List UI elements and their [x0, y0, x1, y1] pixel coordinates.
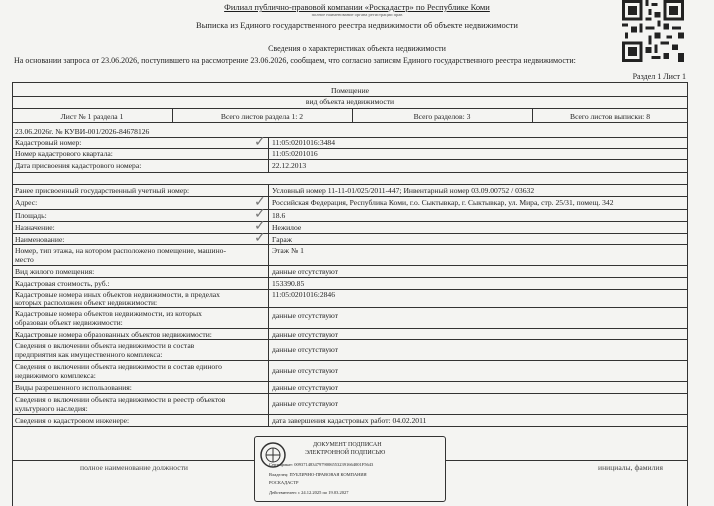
value-residential-type: данные отсутствуют [272, 267, 339, 276]
divider [12, 328, 688, 329]
value-floor: Этаж № 1 [272, 246, 304, 255]
value-cadastral-number: 11:05:0201016:3484 [272, 138, 336, 147]
label-cadastral-engineer: Сведения о кадастровом инженере: [15, 416, 130, 425]
divider [12, 414, 688, 415]
divider [12, 196, 688, 197]
stamp-line-2: ЭЛЕКТРОННОЙ ПОДПИСЬЮ [305, 450, 386, 456]
label-name: Наименование: [15, 235, 65, 244]
label-cadastral-number: Кадастровый номер: [15, 138, 82, 147]
value-source-objects: данные отсутствуют [272, 311, 339, 320]
value-name: Гараж [272, 235, 292, 244]
divider [12, 233, 688, 234]
document-title: Выписка из Единого государственного реестра недвижимости об объекте недвижимости [196, 20, 518, 30]
value-enterprise-complex: данные отсутствуют [272, 345, 339, 354]
organization-name: Филиал публично-правовой компании «Роскадастр» по Республике Коми [224, 2, 490, 12]
divider [12, 148, 688, 149]
value-parent-objects: 11:05:0201016:2846 [272, 290, 336, 299]
organization-caption: полное наименование органа регистрации прав [311, 12, 403, 17]
value-cadastral-quarter: 11:05:0201016 [272, 149, 318, 158]
divider [12, 108, 688, 109]
divider [12, 172, 688, 173]
label-parent-objects: Кадастровые номера иных объектов недвижимости, в пределах [15, 290, 220, 299]
sheet-number: Лист № 1 раздела 1 [60, 112, 124, 121]
footer-name-caption: инициалы, фамилия [598, 463, 663, 472]
value-purpose: Нежилое [272, 223, 302, 232]
label-residential-type: Вид жилого помещения: [15, 267, 95, 276]
value-cadastral-value: 153390.85 [272, 279, 305, 288]
divider [12, 381, 688, 382]
label-previous-number: Ранее присвоенный государственный учетный номер: [15, 186, 190, 195]
section-title: Сведения о характеристиках объекта недвижимости [268, 44, 446, 53]
divider [12, 122, 688, 123]
divider [12, 159, 688, 160]
divider [12, 360, 688, 361]
total-sheets: Всего листов выписки: 8 [570, 112, 650, 121]
label-floor-2: место [15, 255, 34, 264]
object-type: Помещение [330, 86, 370, 95]
total-sections: Всего разделов: 3 [413, 112, 471, 121]
divider [12, 244, 688, 245]
label-permitted-use: Виды разрешенного использования: [15, 383, 132, 392]
divider [12, 184, 688, 185]
label-formed-objects: Кадастровые номера образованных объектов недвижимости: [15, 330, 212, 339]
intro-text: На основании запроса от 23.06.2026, поступившего на рассмотрение 23.06.2026, сообщаем, что согласно записям Единого государственного реестра недвижимости: [14, 56, 576, 65]
value-unified-complex: данные отсутствуют [272, 366, 339, 375]
divider [12, 393, 688, 394]
label-assignment-date: Дата присвоения кадастрового номера: [15, 161, 142, 170]
label-source-objects-2: образован объект недвижимости: [15, 318, 123, 327]
stamp-owner-2: РОСКАДАСТР [269, 480, 299, 485]
label-floor: Номер, тип этажа, на котором расположено помещение, машино- [15, 246, 227, 255]
value-address: Российская Федерация, Республика Коми, г.о. Сыктывкар, г. Сыктывкар, ул. Мира, стр. 25/31, помещ. 342 [272, 198, 614, 207]
value-formed-objects: данные отсутствуют [272, 330, 339, 339]
divider [12, 277, 688, 278]
label-cadastral-quarter: Номер кадастрового квартала: [15, 149, 113, 158]
label-enterprise-complex: Сведения о включении объекта недвижимости в состав [15, 341, 195, 350]
value-permitted-use: данные отсутствуют [272, 383, 339, 392]
check-mark-icon: ✓ [254, 219, 266, 234]
divider [532, 108, 533, 122]
value-cadastral-engineer: дата завершения кадастровых работ: 04.02.2011 [272, 416, 427, 425]
divider [12, 339, 688, 340]
divider [12, 137, 688, 138]
divider [12, 265, 688, 266]
divider [12, 307, 688, 308]
label-address: Адрес: [15, 198, 38, 207]
check-mark-icon: ✓ [254, 135, 266, 150]
stamp-validity: Действителен: с 24.12.2025 по 19.03.2027 [269, 490, 349, 495]
label-unified-complex-2: недвижимого комплекса: [15, 371, 96, 380]
label-cultural-heritage: Сведения о включении объекта недвижимости в реестр объектов [15, 395, 226, 404]
object-type-caption: вид объекта недвижимости [305, 97, 395, 106]
label-area: Площадь: [15, 211, 47, 220]
value-assignment-date: 22.12.2013 [272, 161, 307, 170]
check-mark-icon: ✓ [254, 231, 266, 246]
label-purpose: Назначение: [15, 223, 55, 232]
divider [12, 426, 688, 427]
stamp-owner: Владелец: ПУБЛИЧНО-ПРАВОВАЯ КОМПАНИЯ [269, 472, 367, 477]
stamp-certificate: Сертификат: 009371483479790065532391664001F5643 [269, 462, 374, 467]
value-cultural-heritage: данные отсутствуют [272, 399, 339, 408]
label-unified-complex: Сведения о включении объекта недвижимости в состав единого [15, 362, 222, 371]
label-enterprise-complex-2: предприятия как имущественного комплекса: [15, 350, 163, 359]
value-previous-number: Условный номер 11-11-01/025/2011-447; Инвентарный номер 03.09.00752 / 03632 [272, 186, 535, 195]
label-source-objects: Кадастровые номера объектов недвижимости, из которых [15, 309, 202, 318]
label-parent-objects-2: которых расположен объект недвижимости: [15, 298, 158, 307]
divider [352, 108, 353, 122]
document-id: 23.06.2026г. № КУВИ-001/2026-84678126 [15, 127, 150, 136]
divider [268, 137, 269, 172]
page-label: Раздел 1 Лист 1 [632, 72, 686, 81]
value-area: 18.6 [272, 211, 286, 220]
stamp-line-1: ДОКУМЕНТ ПОДПИСАН [313, 442, 382, 448]
check-mark-icon: ✓ [254, 195, 266, 210]
label-cultural-heritage-2: культурного наследия: [15, 404, 88, 413]
divider [12, 209, 688, 210]
divider [12, 221, 688, 222]
label-cadastral-value: Кадастровая стоимость, руб.: [15, 279, 110, 288]
e-signature-stamp [254, 436, 446, 502]
divider [172, 108, 173, 122]
check-mark-icon: ✓ [254, 207, 266, 222]
footer-position-caption: полное наименование должности [80, 463, 188, 472]
total-sheets-section: Всего листов раздела 1: 2 [220, 112, 304, 121]
